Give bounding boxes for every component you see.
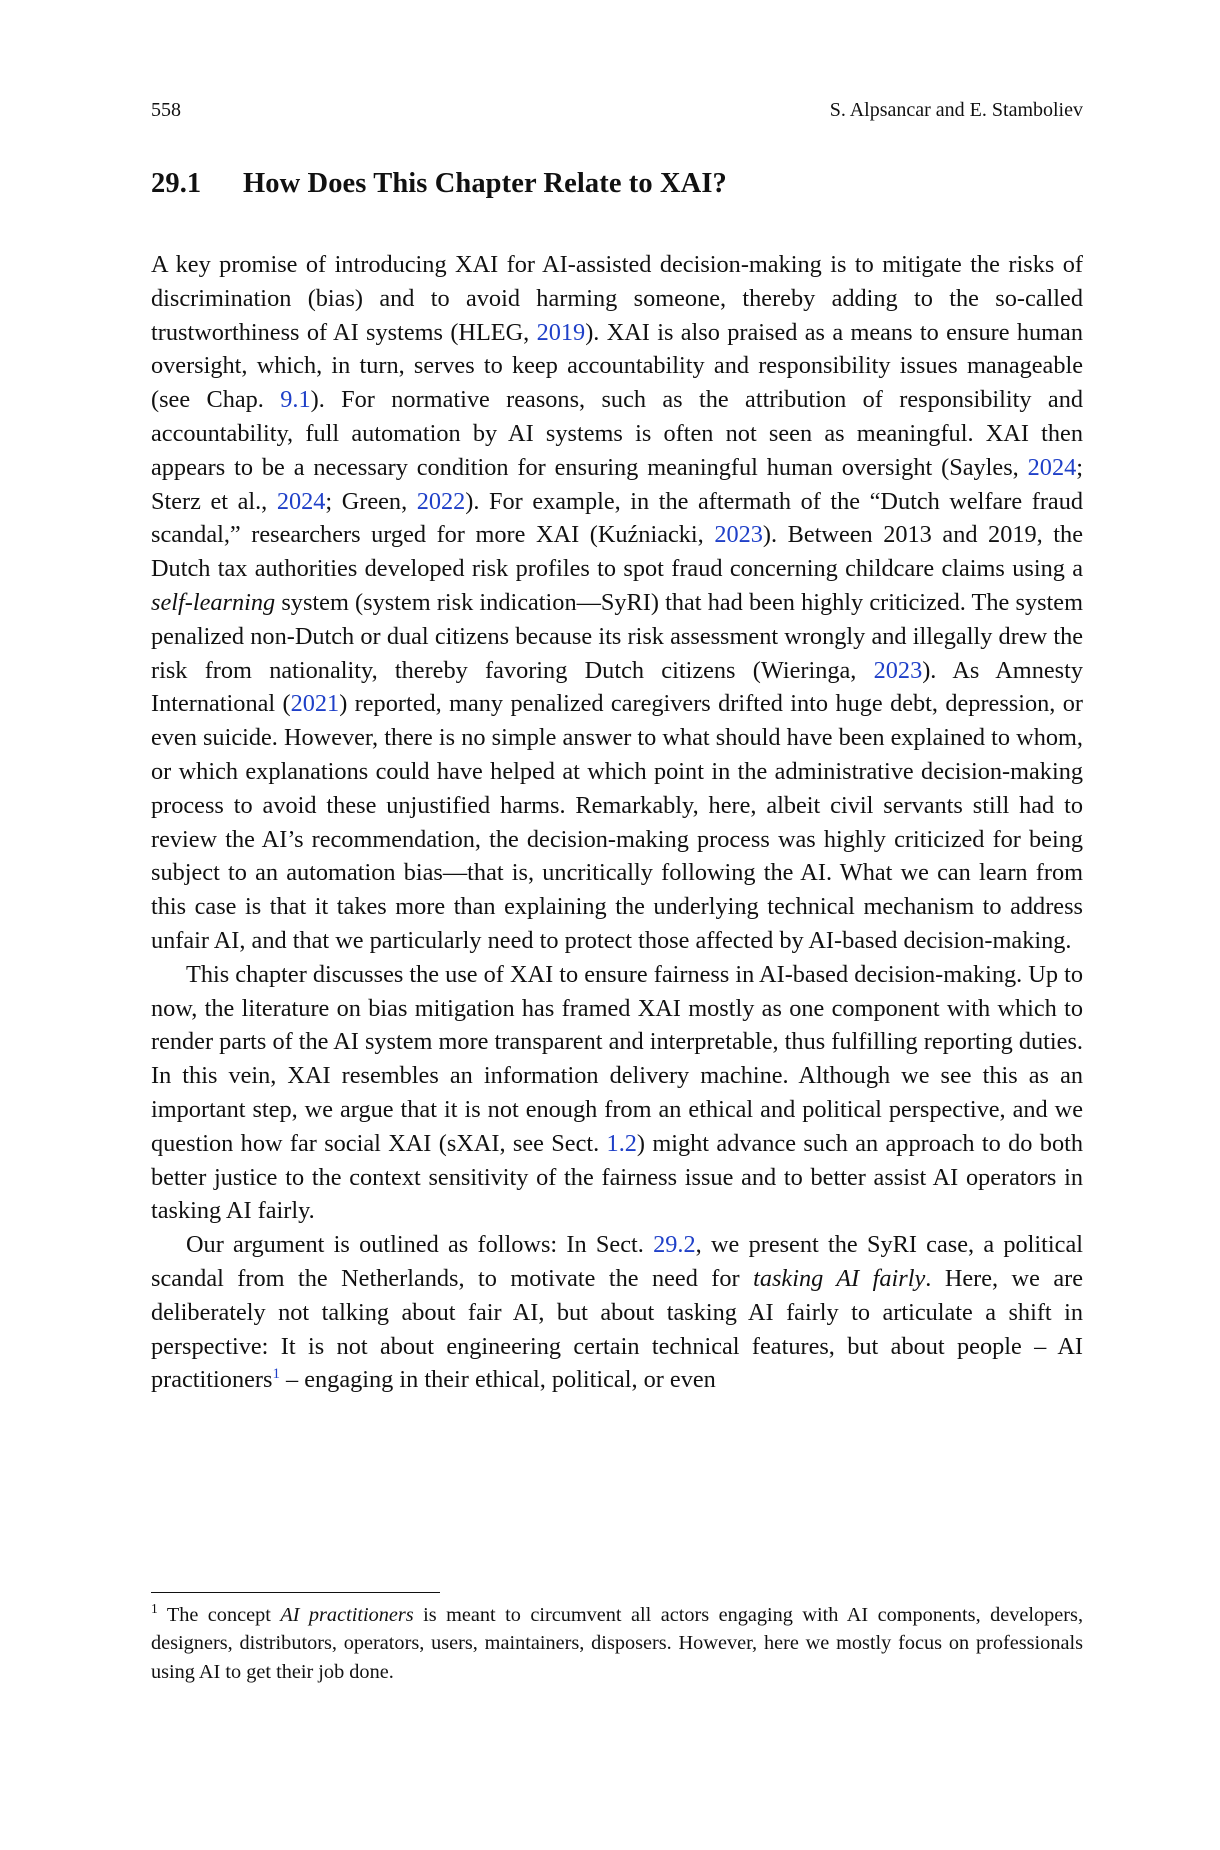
text-run: Our argument is outlined as follows: In Sect. bbox=[186, 1231, 654, 1259]
footnote-rule bbox=[151, 1592, 440, 1593]
footnote-link[interactable] bbox=[272, 1366, 280, 1393]
text-run: . Here, we are deliberately not talking about fair AI, but about tasking AI fairly to articulate a shift in perspective: It is not about engineering certain technical features, but about people – AI practitioners bbox=[151, 1264, 1083, 1394]
emphasis: tasking AI fairly bbox=[753, 1264, 926, 1292]
section-number: 29.1 bbox=[151, 168, 202, 199]
emphasis: self-learning bbox=[151, 588, 276, 616]
text-run: is meant to circumvent all actors engaging with AI components, developers, designers, distributors, operators, users, maintainers, disposers. However, here we mostly focus on professionals using AI to get their job done. bbox=[151, 1604, 1084, 1683]
text-run: The concept bbox=[157, 1604, 281, 1626]
citation-link[interactable]: 2021 bbox=[290, 690, 340, 718]
body-text bbox=[151, 248, 1083, 1397]
text-run: ). As Amnesty International ( bbox=[151, 656, 1083, 718]
text-run: ). Between 2013 and 2019, the Dutch tax authorities developed risk profiles to spot fraud concerning childcare claims using a bbox=[151, 521, 1083, 583]
text-run: ) might advance such an approach to do both better justice to the context sensitivity of the fairness issue and to better assist AI operators in tasking AI fairly. bbox=[151, 1129, 1083, 1225]
section-title: How Does This Chapter Relate to XAI? bbox=[243, 168, 727, 199]
section-link[interactable]: 29.2 bbox=[653, 1231, 696, 1259]
citation-link[interactable]: 2023 bbox=[714, 521, 763, 549]
citation-link[interactable]: 2019 bbox=[536, 318, 586, 346]
text-run: A key promise of introducing XAI for AI-assisted decision-making is to mitigate the risks of discrimination (bias) and to avoid harming someone, thereby adding to the so-called trustworthiness of AI systems (HLEG, bbox=[151, 251, 1083, 346]
chapter-link[interactable]: 9.1 bbox=[280, 386, 311, 414]
emphasis: AI practitioners bbox=[280, 1604, 414, 1626]
text-run: ; Sterz et al., bbox=[151, 453, 1083, 515]
text-run: ). For example, in the aftermath of the “Dutch welfare fraud scandal,” researchers urged for more XAI (Kuźniacki, bbox=[151, 487, 1083, 549]
text-run: ) reported, many penalized caregivers drifted into huge debt, depression, or even suicide. However, there is no simple answer to what should have been explained to whom, or which explanations could have helped at which point in the administrative decision-making process to avoid these unjustified harms. Remarkably, here, albeit civil servants still had to review the AI’s recommendation, the decision-making process was highly criticized for being subject to an automation bias—that is, uncritically following the AI. What we can learn from this case is that it takes more than explaining the underlying technical mechanism to address unfair AI, and that we particularly need to protect those affected by AI-based decision-making. bbox=[151, 690, 1083, 954]
paragraph-2 bbox=[151, 958, 1083, 1228]
footnote-marker: 1 bbox=[272, 1366, 280, 1383]
text-run: – engaging in their ethical, political, or even bbox=[279, 1366, 716, 1394]
running-head-authors: S. Alpsancar and E. Stamboliev bbox=[829, 99, 1083, 121]
page-number: 558 bbox=[151, 99, 181, 121]
text-run: ). XAI is also praised as a means to ensure human oversight, which, in turn, serves to keep accountability and responsibility issues manageable (see Chap. bbox=[151, 318, 1083, 414]
text-run: system (system risk indication—SyRI) that had been highly criticized. The system penalized non-Dutch or dual citizens because its risk assessment wrongly and illegally drew the risk from nationality, thereby favoring Dutch citizens (Wieringa, bbox=[151, 588, 1083, 684]
section-heading bbox=[151, 168, 727, 200]
citation-link[interactable]: 2023 bbox=[873, 656, 923, 684]
citation-link[interactable]: 2024 bbox=[1027, 453, 1077, 481]
citation-link[interactable]: 2024 bbox=[276, 487, 326, 515]
text-run: , we present the SyRI case, a political scandal from the Netherlands, to motivate the need for bbox=[151, 1231, 1084, 1292]
paragraph-3 bbox=[151, 1228, 1083, 1397]
text-run: ). For normative reasons, such as the attribution of responsibility and accountability, full automation by AI systems is often not seen as meaningful. XAI then appears to be a necessary condition for ensuring meaningful human oversight (Sayles, bbox=[151, 386, 1084, 481]
footnote-1 bbox=[151, 1601, 1083, 1686]
section-link[interactable]: 1.2 bbox=[606, 1129, 637, 1157]
citation-link[interactable]: 2022 bbox=[416, 487, 466, 515]
footnote-number: 1 bbox=[151, 1601, 158, 1616]
paragraph-1 bbox=[151, 248, 1083, 958]
text-run: ; Green, bbox=[325, 487, 417, 515]
text-run: This chapter discusses the use of XAI to ensure fairness in AI-based decision-making. Up to now, the literature on bias mitigation has framed XAI mostly as one component with which to render parts of the AI system more transparent and interpretable, thus fulfilling reporting duties. In this vein, XAI resembles an information delivery machine. Although we see this as an important step, we argue that it is not enough from an ethical and political perspective, and we question how far social XAI (sXAI, see Sect. bbox=[151, 960, 1083, 1157]
